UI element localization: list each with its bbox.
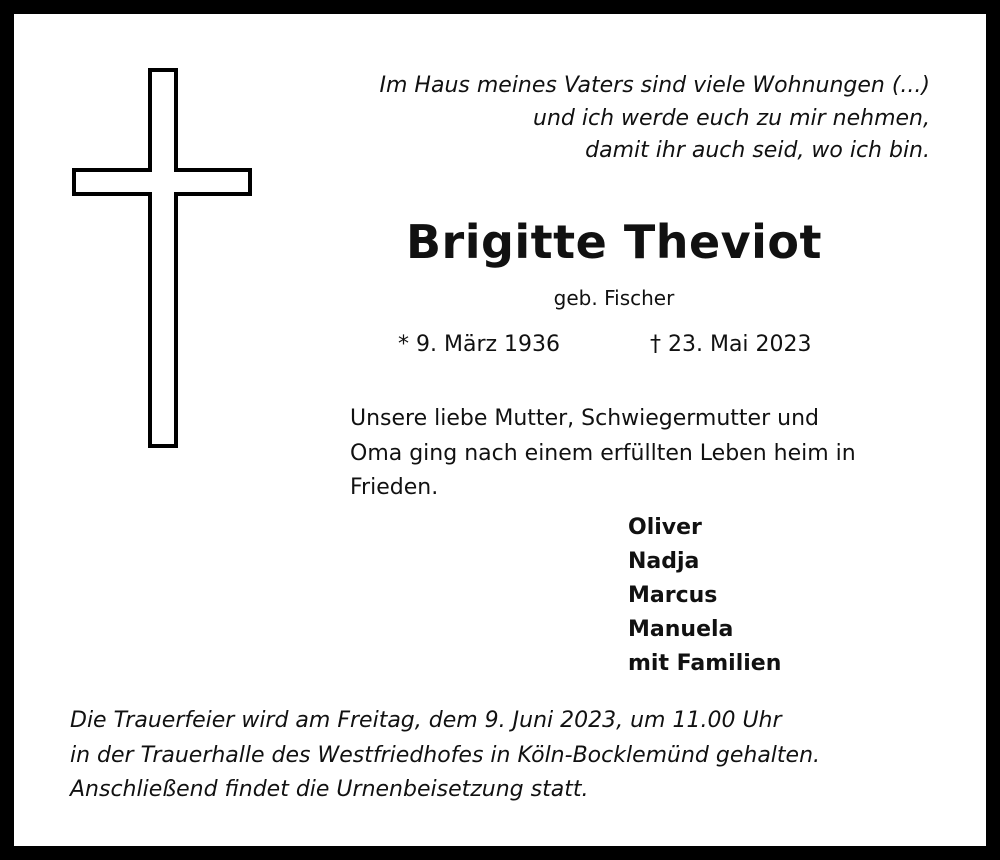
maiden-name: geb. Fischer <box>553 286 675 310</box>
signer-name: Nadja <box>628 549 700 574</box>
signers-list <box>628 511 781 681</box>
obituary-card <box>14 14 986 846</box>
service-line: Anschließend findet die Urnenbeisetzung statt. <box>70 777 589 802</box>
death-date: † 23. Mai 2023 <box>650 332 812 357</box>
bible-verse <box>380 70 930 168</box>
signer-name: Manuela <box>628 617 734 642</box>
signer-name: Marcus <box>628 583 718 608</box>
message-line: Oma ging nach einem erfüllten Leben heim in <box>350 440 856 466</box>
signer-name: mit Familien <box>628 651 782 676</box>
deceased-name: Brigitte Theviot <box>405 215 823 269</box>
family-message <box>350 402 856 506</box>
message-line: Frieden. <box>350 475 439 500</box>
service-line: Die Trauerfeier wird am Freitag, dem 9. Juni 2023, um 11.00 Uhr <box>70 708 782 733</box>
signer-name: Oliver <box>628 515 702 540</box>
service-line: in der Trauerhalle des Westfriedhofes in Köln-Bocklemünd gehalten. <box>70 742 821 768</box>
verse-line: damit ihr auch seid, wo ich bin. <box>585 138 930 163</box>
birth-date: * 9. März 1936 <box>398 332 561 357</box>
verse-line: und ich werde euch zu mir nehmen, <box>533 105 930 131</box>
verse-line: Im Haus meines Vaters sind viele Wohnungen (...) <box>379 73 930 98</box>
message-line: Unsere liebe Mutter, Schwiegermutter und <box>350 406 819 431</box>
cross-icon <box>72 68 252 448</box>
service-notice <box>70 704 820 808</box>
